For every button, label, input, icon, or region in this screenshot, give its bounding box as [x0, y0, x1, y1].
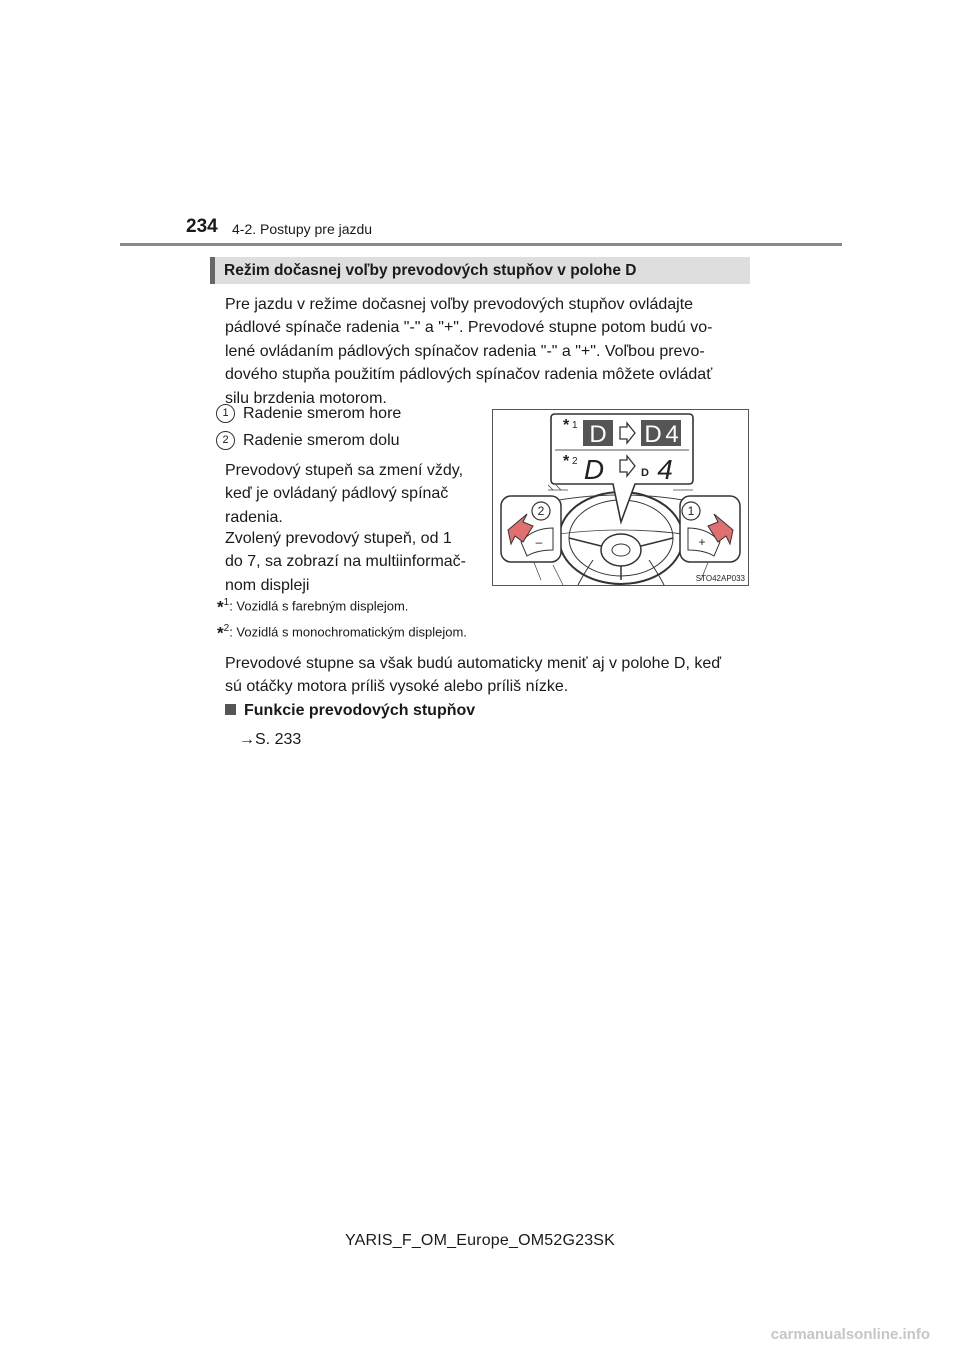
footnote-star: * [217, 623, 224, 643]
intro-line: Pre jazdu v režime dočasnej voľby prevodových stupňov ovládajte [225, 296, 694, 313]
arrow-right-icon: → [239, 731, 255, 748]
star-marker-1: * [563, 417, 570, 434]
note-line: do 7, sa zobrazí na multiinformač- [225, 553, 466, 571]
section-title: 4-2. Postupy pre jazdu [232, 221, 373, 237]
topic-heading [210, 257, 750, 284]
footnote [217, 597, 408, 617]
circle-label-1: 1 [687, 504, 695, 518]
paddle-shift-illustration [492, 409, 749, 586]
note-line: Prevodový stupeň sa zmení vždy, [225, 462, 464, 479]
footnote [217, 623, 467, 643]
topic-heading-text: Režim dočasnej voľby prevodových stupňov v polohe D [224, 262, 637, 279]
circle-label-2: 2 [537, 504, 545, 518]
plus-paddle-label: + [698, 535, 706, 549]
list-item [216, 404, 486, 426]
footnote-sup: 1 [223, 597, 230, 608]
intro-line: silu brzdenia motorom. [225, 389, 387, 407]
footnote-sup: 2 [223, 623, 230, 634]
number-circle: 2 [216, 431, 235, 450]
list-item [216, 431, 486, 453]
color-gear-to-number: 4 [665, 421, 679, 448]
item-label: Radenie smerom dolu [243, 432, 400, 449]
page-number: 234 [186, 216, 218, 237]
illustration-svg [493, 410, 748, 585]
subheading [225, 702, 475, 720]
auto-shift-paragraph [225, 652, 755, 699]
square-bullet-icon [225, 704, 236, 715]
note-gear-display [225, 527, 477, 597]
star-marker-1-sup: 1 [572, 420, 578, 431]
footnote-text: : Vozidlá s monochromatickým displejom. [229, 624, 467, 640]
heading-bar [210, 257, 215, 284]
mono-gear-from: D [583, 454, 605, 485]
note-line: radenia. [225, 508, 283, 526]
item-label: Radenie smerom hore [243, 405, 402, 422]
subheading-text: Funkcie prevodových stupňov [244, 702, 476, 719]
mono-gear-to-number: 4 [657, 454, 673, 485]
watermark: carmanualsonline.info [770, 1326, 930, 1343]
note-line: Zvolený prevodový stupeň, od 1 [225, 530, 452, 547]
intro-line: pádlové spínače radenia "-" a "+". Prevodové stupne potom budú vo- [225, 319, 713, 337]
footnote-text: : Vozidlá s farebným displejom. [229, 598, 409, 614]
para-line: sú otáčky motora príliš vysoké alebo príliš nízke. [225, 678, 569, 696]
intro-line: dového stupňa použitím pádlových spínačov radenia môžete ovládať [225, 366, 713, 384]
footnote-star: * [217, 597, 224, 617]
note-line: nom displeji [225, 576, 310, 594]
star-marker-2-sup: 2 [572, 456, 578, 467]
header-rule [120, 243, 842, 246]
color-gear-from: D [589, 421, 607, 448]
illustration-code: STO42AP033 [695, 574, 745, 583]
mono-gear-to-small: D [641, 467, 649, 479]
para-line: Prevodové stupne sa však budú automaticky meniť aj v polohe D, keď [225, 655, 722, 672]
note-gear-change [225, 459, 477, 529]
star-marker-2: * [563, 453, 570, 470]
intro-line: lené ovládaním pádlových spínačov radenia "-" a "+". Voľbou prevo- [225, 342, 705, 360]
minus-paddle-label: – [535, 535, 543, 549]
color-gear-to-letter: D [644, 421, 662, 448]
note-line: keď je ovládaný pádlový spínač [225, 485, 449, 503]
reference-text: S. 233 [255, 731, 302, 748]
intro-paragraph [225, 293, 745, 410]
number-circle: 1 [216, 404, 235, 423]
page-reference[interactable] [239, 731, 301, 749]
footer-code: YARIS_F_OM_Europe_OM52G23SK [344, 1232, 616, 1249]
